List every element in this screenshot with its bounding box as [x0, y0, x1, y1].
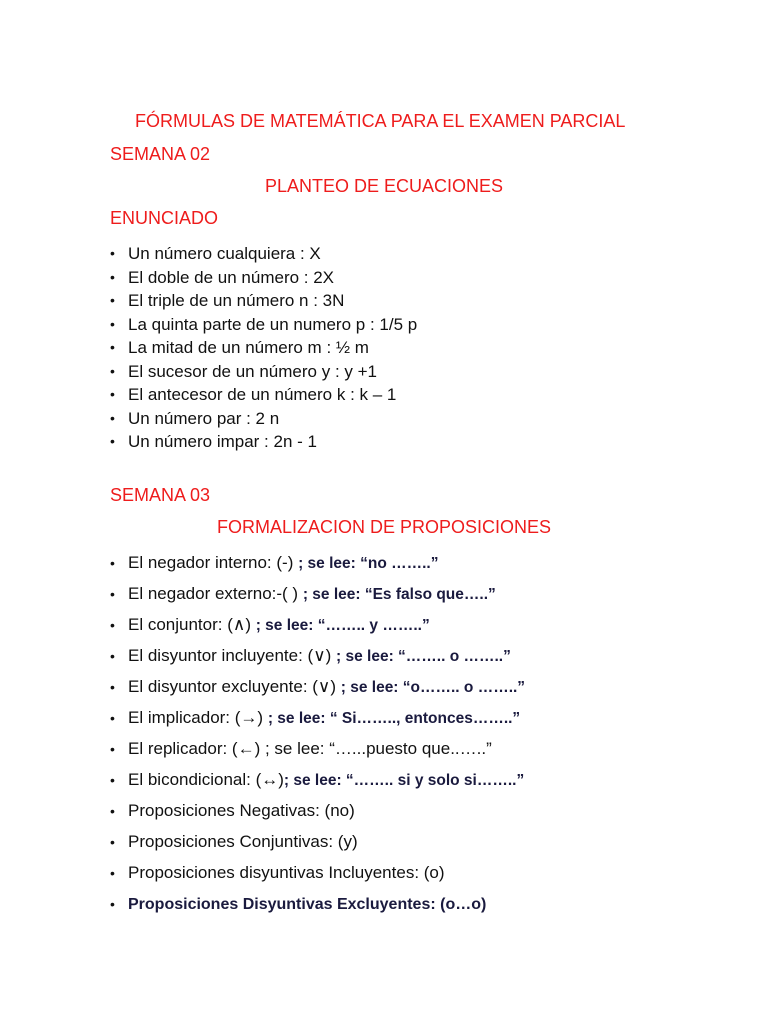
list-item — [110, 767, 525, 798]
item-reading: Proposiciones Disyuntivas Excluyentes: (o…o) — [128, 896, 487, 913]
list-item: • El antecesor de un número k : k – 1 — [110, 383, 417, 407]
week-03-label: SEMANA 03 — [110, 485, 211, 505]
list-item — [110, 798, 525, 829]
week-02-heading: PLANTEO DE ECUACIONES — [264, 176, 504, 196]
list-item — [110, 829, 525, 860]
week-02-subheading: ENUNCIADO — [110, 208, 219, 228]
item-text: Proposiciones Negativas: (no) — [128, 801, 355, 820]
list-item — [110, 612, 525, 643]
item-text: El disyuntor incluyente: (∨) — [128, 646, 337, 665]
item-text: El bicondicional: (↔) — [128, 770, 284, 789]
item-reading: ; se lee: “Es falso que…..” — [302, 586, 496, 603]
list-item — [110, 891, 525, 922]
item-text: El conjuntor: (∧) — [128, 615, 256, 634]
list-item: • El doble de un número : 2X — [110, 266, 417, 290]
list-item — [110, 550, 525, 581]
item-text: Proposiciones Conjuntivas: (y) — [128, 832, 358, 851]
item-reading: ; se lee: “…….. si y solo si……..” — [283, 772, 525, 789]
item-text: El negador interno: (-) — [128, 553, 299, 572]
item-text: El replicador: (←) ; se lee: “…...puesto que..…..” — [128, 739, 492, 758]
week-03-heading: FORMALIZACION DE PROPOSICIONES — [216, 517, 552, 537]
item-reading: ; se lee: “…….. y ……..” — [255, 617, 430, 634]
list-item: • Un número par : 2 n — [110, 407, 417, 431]
list-item: • Un número cualquiera : X — [110, 242, 417, 266]
item-reading: ; se lee: “…….. o ……..” — [336, 648, 511, 665]
item-text: El disyuntor excluyente: (∨) — [128, 677, 341, 696]
item-text: El implicador: (→) — [128, 708, 268, 727]
week-02-label: SEMANA 02 — [110, 144, 211, 164]
list-item: • La quinta parte de un numero p : 1/5 p — [110, 313, 417, 337]
item-reading: ; se lee: “no ……..” — [298, 555, 439, 572]
list-item — [110, 736, 525, 767]
list-item — [110, 581, 525, 612]
item-text: Proposiciones disyuntivas Incluyentes: (o) — [128, 863, 445, 882]
page-title: FÓRMULAS DE MATEMÁTICA PARA EL EXAMEN PARCIAL — [135, 111, 626, 131]
equation-list — [110, 242, 417, 454]
list-item — [110, 705, 525, 736]
item-reading: ; se lee: “o…….. o ……..” — [340, 679, 526, 696]
list-item: • La mitad de un número m : ½ m — [110, 336, 417, 360]
list-item: • El sucesor de un número y : y +1 — [110, 360, 417, 384]
list-item — [110, 643, 525, 674]
list-item — [110, 860, 525, 891]
list-item — [110, 674, 525, 705]
list-item: • Un número impar : 2n - 1 — [110, 430, 417, 454]
item-text: El negador externo:-( ) — [128, 584, 303, 603]
proposition-list — [110, 550, 525, 922]
list-item: • El triple de un número n : 3N — [110, 289, 417, 313]
item-reading: ; se lee: “ Si…….., entonces……..” — [267, 710, 521, 727]
